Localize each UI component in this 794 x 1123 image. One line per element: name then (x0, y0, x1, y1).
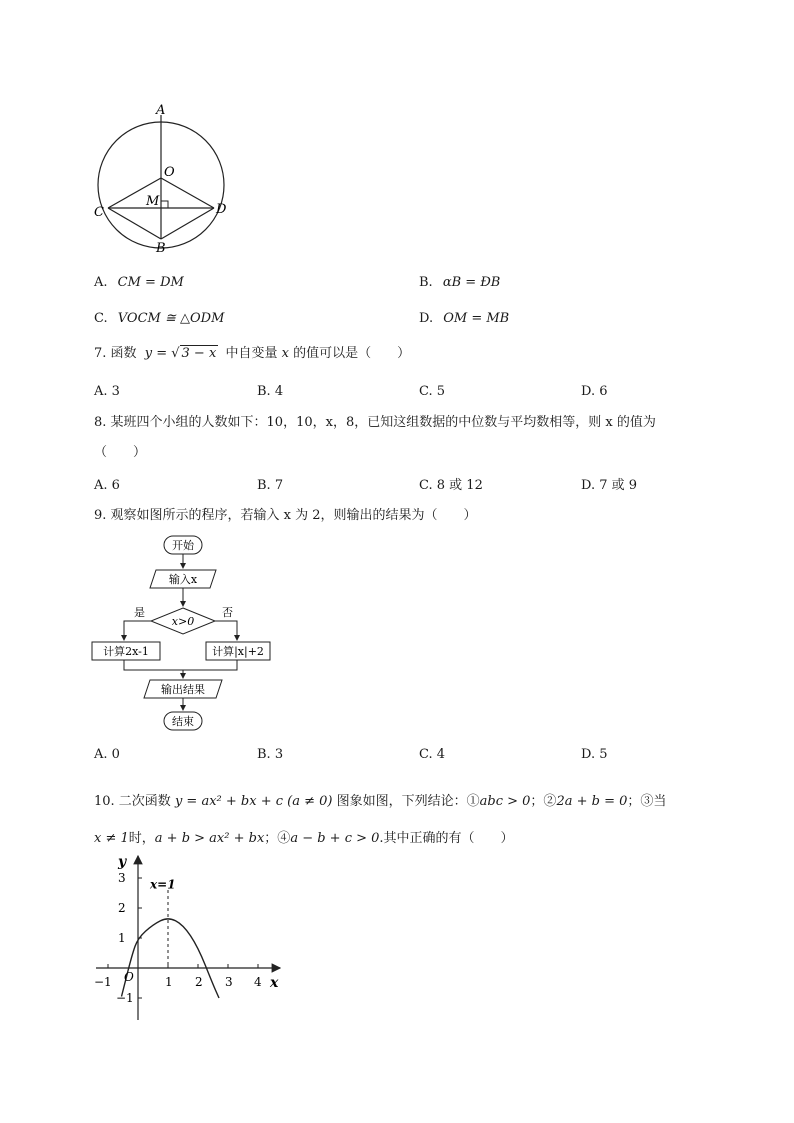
x-axis-label: x (270, 975, 279, 991)
q10-sep: ； (627, 794, 641, 809)
option-text: 5 (599, 747, 608, 762)
q7-stem-prefix: 7. 函数 (94, 346, 137, 361)
q10-line2-end: .其中正确的有（ ） (379, 831, 514, 846)
q9-option-c[interactable] (419, 746, 445, 764)
x-tick-label: 2 (195, 975, 203, 989)
option-text: CM = DM (117, 275, 184, 290)
flow-output-text: 输出结果 (161, 683, 205, 696)
flowchart (88, 532, 278, 737)
option-text: 6 (599, 384, 608, 399)
y-tick-label: 1 (118, 931, 126, 945)
option-letter: A. (94, 747, 108, 762)
option-text: 3 (274, 747, 284, 762)
label-m: M (146, 194, 160, 209)
option-text: 4 (436, 747, 446, 762)
q7-var: x (281, 346, 289, 361)
flow-end-text: 结束 (172, 715, 194, 728)
option-letter: C. (419, 384, 433, 399)
flow-merge-line (124, 660, 237, 670)
x-tick-label: −1 (94, 975, 112, 989)
flow-input-text: 输入x (168, 573, 198, 586)
label-o: O (164, 165, 175, 180)
q10-formula: y = ax² + bx + c (a ≠ 0) (174, 794, 333, 809)
option-letter: D. (581, 478, 596, 493)
option-letter: A. (94, 478, 108, 493)
q9-option-a[interactable] (94, 746, 120, 764)
option-text: 8 或 12 (436, 478, 483, 493)
q10-c3-num: ③ (640, 794, 654, 809)
q10-sep: ； (530, 794, 544, 809)
q8-option-d[interactable] (581, 477, 637, 495)
flow-arrow-no (215, 621, 237, 640)
option-text: 7 或 9 (599, 478, 638, 493)
y-tick-label: 2 (118, 901, 126, 915)
option-letter: A. (94, 384, 108, 399)
option-text: 6 (111, 478, 120, 493)
y-tick-label: −1 (116, 991, 134, 1005)
q10-line2-shi: 时， (128, 831, 155, 846)
origin-label: O (124, 970, 134, 984)
q10-c3-tail: 当 (653, 794, 667, 809)
option-letter: C. (94, 311, 108, 326)
q7-radicand: 3 − x (181, 346, 217, 361)
option-letter: C. (419, 747, 433, 762)
flow-yes-label: 是 (134, 606, 145, 619)
q7-option-a[interactable] (94, 383, 120, 401)
q7-stem (94, 345, 410, 363)
option-letter: D. (419, 311, 434, 326)
option-letter: B. (257, 478, 271, 493)
q7-stem-suffix: 中自变量 (225, 346, 278, 361)
q9-option-d[interactable] (581, 746, 608, 764)
q10-line1 (94, 793, 666, 811)
segment-db (161, 208, 214, 239)
option-text: 5 (436, 384, 446, 399)
segment-cb (108, 208, 161, 239)
y-axis-label: y (118, 854, 127, 870)
q9-option-b[interactable] (257, 746, 283, 764)
option-text: 0 (111, 747, 120, 762)
q10-c4-num: ④ (277, 831, 291, 846)
q6-option-b[interactable] (419, 274, 500, 292)
q6-option-d[interactable] (419, 310, 509, 328)
option-text: 3 (111, 384, 120, 399)
q7-formula-y: y (144, 346, 153, 361)
q10-c1: abc > 0 (479, 794, 531, 809)
label-d: D (216, 202, 227, 217)
label-a: A (156, 103, 166, 118)
q8-option-b[interactable] (257, 477, 283, 495)
x-tick-label: 1 (165, 975, 173, 989)
q10-mid: 图象如图，下列结论： (336, 794, 467, 809)
q7-stem-end: 的值可以是（ ） (293, 346, 411, 361)
flow-calc-left-text: 计算2x-1 (103, 645, 149, 658)
option-letter: B. (257, 384, 271, 399)
y-tick-label: 3 (118, 871, 126, 885)
x-tick-label: 4 (254, 975, 262, 989)
q10-c2: 2a + b = 0 (556, 794, 628, 809)
q10-sep: ； (264, 831, 278, 846)
option-text: OM = MB (443, 311, 510, 326)
option-letter: D. (581, 384, 596, 399)
q9-stem: 9. 观察如图所示的程序，若输入 x 为 2，则输出的结果为（ ） (94, 508, 477, 523)
option-text: 7 (274, 478, 284, 493)
q10-c1-num: ① (466, 794, 480, 809)
flow-no-label: 否 (222, 606, 233, 619)
q7-formula-eq: = (156, 346, 168, 361)
q8-option-a[interactable] (94, 477, 120, 495)
q8-stem-line2: （ ） (94, 445, 147, 460)
flow-calc-right-text: 计算|x|+2 (212, 645, 264, 658)
q6-option-c[interactable] (94, 310, 224, 328)
q7-option-c[interactable] (419, 383, 445, 401)
sqrt-sign-icon: √ (171, 346, 180, 361)
q7-option-d[interactable] (581, 383, 608, 401)
q10-c4: a − b + c > 0 (290, 831, 380, 846)
label-b: B (156, 241, 166, 256)
q7-option-b[interactable] (257, 383, 283, 401)
segment-od (161, 178, 214, 208)
axis-of-symmetry-label: x=1 (150, 877, 176, 892)
option-letter: B. (257, 747, 271, 762)
q10-prefix: 10. 二次函数 (94, 794, 171, 809)
parabola-graph (88, 850, 288, 1025)
q10-line2-cond: x ≠ 1 (94, 831, 129, 846)
q10-c2-num: ② (543, 794, 557, 809)
q10-line2-ineq: a + b > ax² + bx (154, 831, 265, 846)
option-letter: A. (94, 275, 108, 290)
q10-line2 (94, 830, 514, 848)
option-text: 4 (274, 384, 284, 399)
q8-option-c[interactable] (419, 477, 483, 495)
x-tick-label: 3 (225, 975, 233, 989)
option-letter: B. (419, 275, 433, 290)
right-angle-mark (161, 201, 168, 208)
circle-figure (88, 100, 238, 260)
option-letter: D. (581, 747, 596, 762)
q6-option-a[interactable] (94, 274, 184, 292)
option-text: VOCM ≅ △ODM (117, 311, 225, 326)
option-letter: C. (419, 478, 433, 493)
q8-stem-line1: 8. 某班四个小组的人数如下：10，10，x，8，已知这组数据的中位数与平均数相等，则 x 的值为 (94, 415, 656, 430)
flow-arrow-yes (124, 621, 151, 640)
flow-decision-text: x>0 (171, 615, 195, 628)
label-c: C (94, 205, 104, 220)
option-text: ɑB = ƉB (442, 275, 501, 290)
flow-start-text: 开始 (172, 539, 194, 552)
